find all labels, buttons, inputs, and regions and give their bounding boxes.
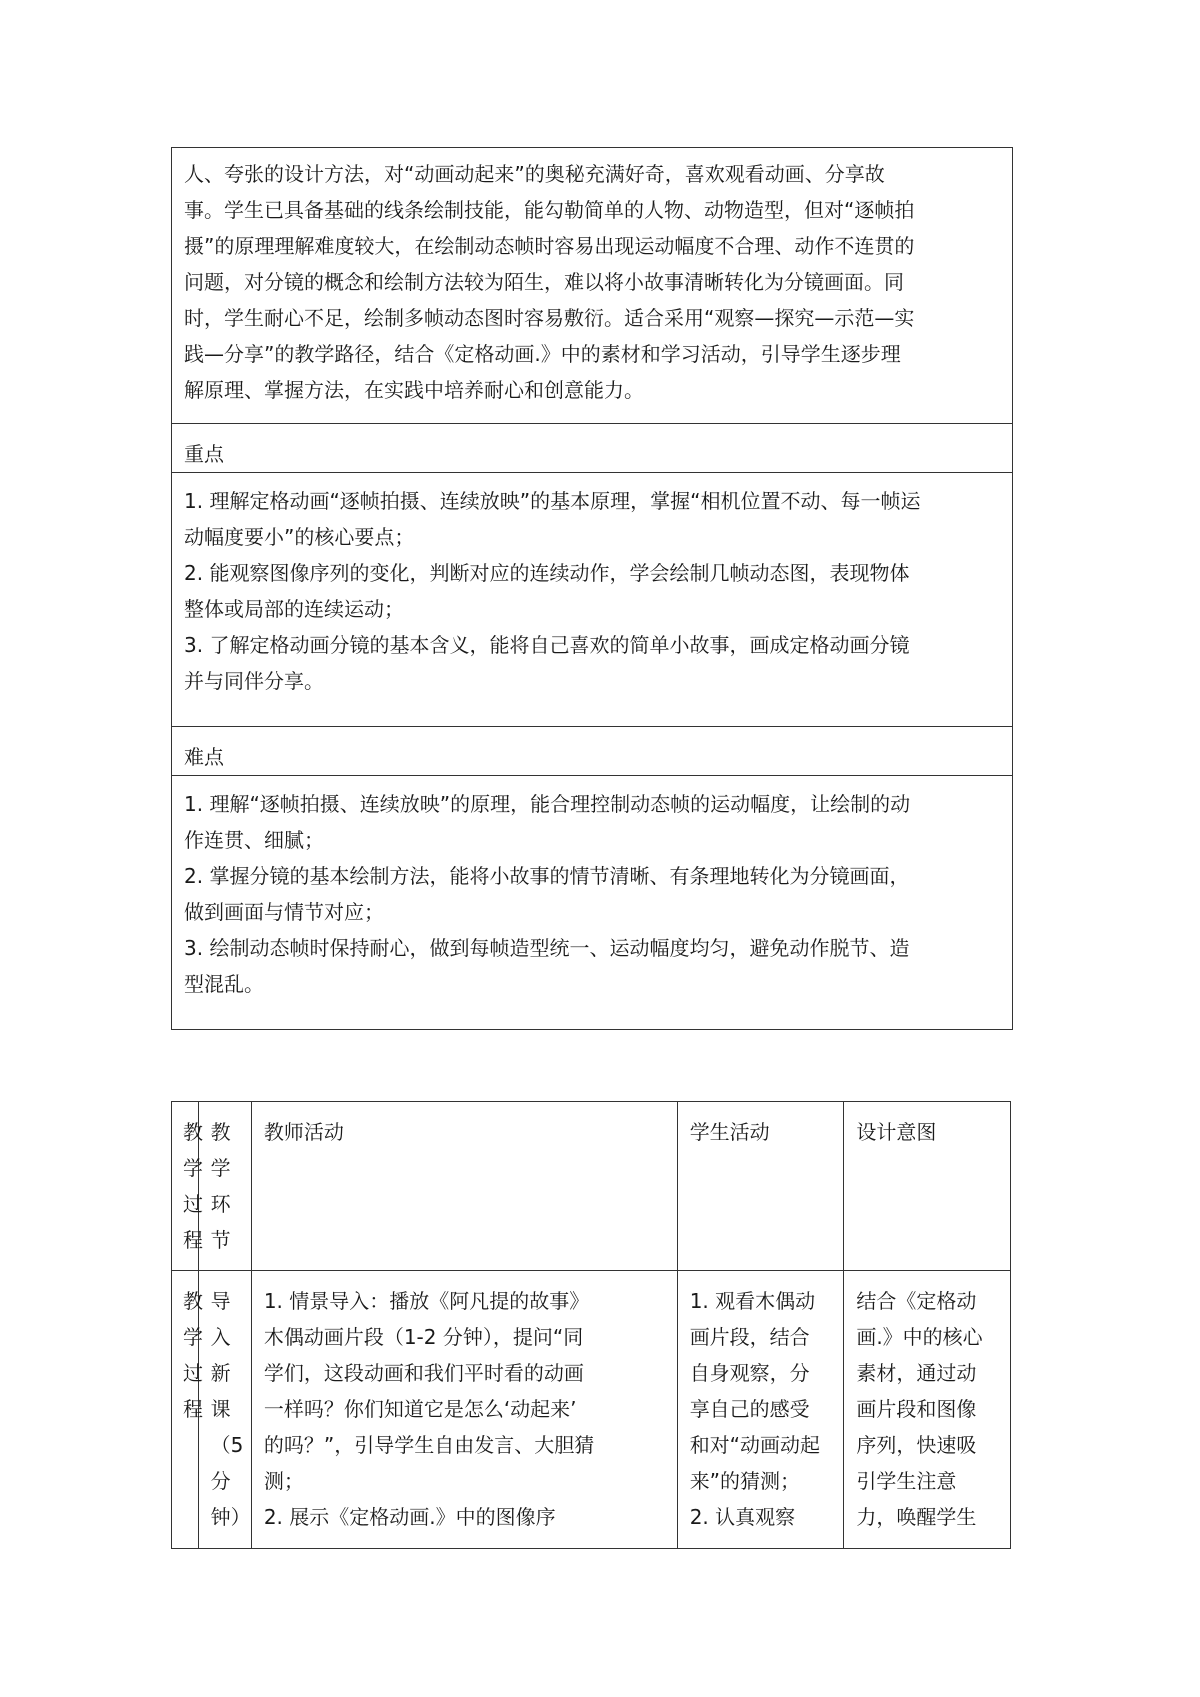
cell-teaching-process [172,1271,203,1549]
cell-text: 画.》中的核心 [856,1325,983,1349]
key-points-heading: 重点 [172,424,1013,473]
header-text: 环节 [210,1192,231,1252]
cell-text: 享自己的感受 [689,1397,810,1421]
cell-text: 自身观察，分 [689,1361,810,1385]
difficulties-line: 型混乱。 [184,972,264,996]
cell-text: 钟） [210,1505,251,1529]
key-points-line: 3. 了解定格动画分镜的基本含义，能将自己喜欢的简单小故事，画成定格动画分镜 [184,633,910,657]
cell-text: 素材，通过动 [856,1361,977,1385]
cell-char: 程 [183,1397,203,1421]
difficulties-line: 1. 理解“逐帧拍摄、连续放映”的原理，能合理控制动态帧的运动幅度，让绘制的动 [184,792,911,816]
header-char: 教 [183,1120,203,1144]
header-text: 教学 [210,1120,231,1180]
difficulties-heading: 难点 [172,727,1013,776]
learner-analysis-cell [172,148,1013,424]
cell-text: 1. 观看木偶动 [689,1289,816,1313]
cell-text: 测； [263,1469,304,1493]
cell-text: 1. 情景导入：播放《阿凡提的故事》 [263,1289,590,1313]
cell-student-activity [677,1271,844,1549]
learner-analysis-line: 解原理、掌握方法，在实践中培养耐心和创意能力。 [184,378,644,402]
cell-text: 2. 认真观察 [689,1505,796,1529]
cell-text: 2. 展示《定格动画.》中的图像序 [263,1505,556,1529]
cell-text: 一样吗？你们知道它是怎么‘动起来’ [263,1397,577,1421]
cell-text: （5 [210,1433,244,1457]
cell-text: 的吗？”，引导学生自由发言、大胆猜 [263,1433,595,1457]
cell-text: 引学生注意 [856,1469,957,1493]
learner-analysis-line: 摄”的原理理解难度较大，在绘制动态帧时容易出现运动幅度不合理、动作不连贯的 [184,234,915,258]
cell-text: 导入 [210,1289,231,1349]
learner-analysis-line: 事。学生已具备基础的线条绘制技能，能勾勒简单的人物、动物造型，但对“逐帧拍 [184,198,915,222]
cell-char: 学 [183,1325,203,1349]
table-header-row [172,1102,1011,1271]
difficulties-line: 2. 掌握分镜的基本绘制方法，能将小故事的情节清晰、有条理地转化为分镜画面， [184,864,910,888]
cell-char: 教 [183,1289,203,1313]
teaching-process-table [171,1101,1011,1549]
header-design-intent: 设计意图 [844,1102,1011,1271]
cell-text: 力，唤醒学生 [856,1505,977,1529]
cell-text: 学们，这段动画和我们平时看的动画 [263,1361,584,1385]
header-teacher-activity: 教师活动 [251,1102,677,1271]
header-char: 过 [183,1192,203,1216]
cell-text: 来”的猜测； [689,1469,801,1493]
cell-text: 画片段和图像 [856,1397,977,1421]
key-points-line: 整体或局部的连续运动； [184,597,404,621]
key-points-line: 1. 理解定格动画“逐帧拍摄、连续放映”的基本原理，掌握“相机位置不动、每一帧运 [184,489,921,513]
learner-analysis-line: 人、夸张的设计方法，对“动画动起来”的奥秘充满好奇，喜欢观看动画、分享故 [184,162,885,186]
cell-text: 序列，快速吸 [856,1433,977,1457]
difficulties-line: 做到画面与情节对应； [184,900,384,924]
learner-analysis-line: 问题，对分镜的概念和绘制方法较为陌生，难以将小故事清晰转化为分镜画面。同 [184,270,904,294]
header-char: 学 [183,1156,203,1180]
cell-teacher-activity [251,1271,677,1549]
cell-text: 和对“动画动起 [689,1433,821,1457]
lesson-analysis-table [171,147,1013,1030]
cell-teaching-stage [198,1271,251,1549]
cell-text: 结合《定格动 [856,1289,977,1313]
learner-analysis-line: 践—分享”的教学路径，结合《定格动画.》中的素材和学习活动，引导学生逐步理 [184,342,901,366]
header-teaching-stage [198,1102,251,1271]
header-student-activity: 学生活动 [677,1102,844,1271]
header-char: 程 [183,1228,203,1252]
cell-design-intent [844,1271,1011,1549]
key-points-line: 并与同伴分享。 [184,669,324,693]
difficulties-line: 作连贯、细腻； [184,828,324,852]
cell-text: 分 [210,1469,231,1493]
cell-text: 木偶动画片段（1-2 分钟），提问“同 [263,1325,584,1349]
cell-char: 过 [183,1361,203,1385]
learner-analysis-line: 时，学生耐心不足，绘制多帧动态图时容易敷衍。适合采用“观察—探究—示范—实 [184,306,915,330]
difficulties-cell [172,776,1013,1030]
header-teaching-process [172,1102,203,1271]
cell-text: 画片段，结合 [689,1325,810,1349]
cell-text: 新课 [210,1361,231,1421]
difficulties-line: 3. 绘制动态帧时保持耐心，做到每帧造型统一、运动幅度均匀，避免动作脱节、造 [184,936,910,960]
table-row [172,1271,1011,1549]
key-points-line: 动幅度要小”的核心要点； [184,525,415,549]
key-points-line: 2. 能观察图像序列的变化，判断对应的连续动作，学会绘制几帧动态图，表现物体 [184,561,910,585]
key-points-cell [172,473,1013,727]
